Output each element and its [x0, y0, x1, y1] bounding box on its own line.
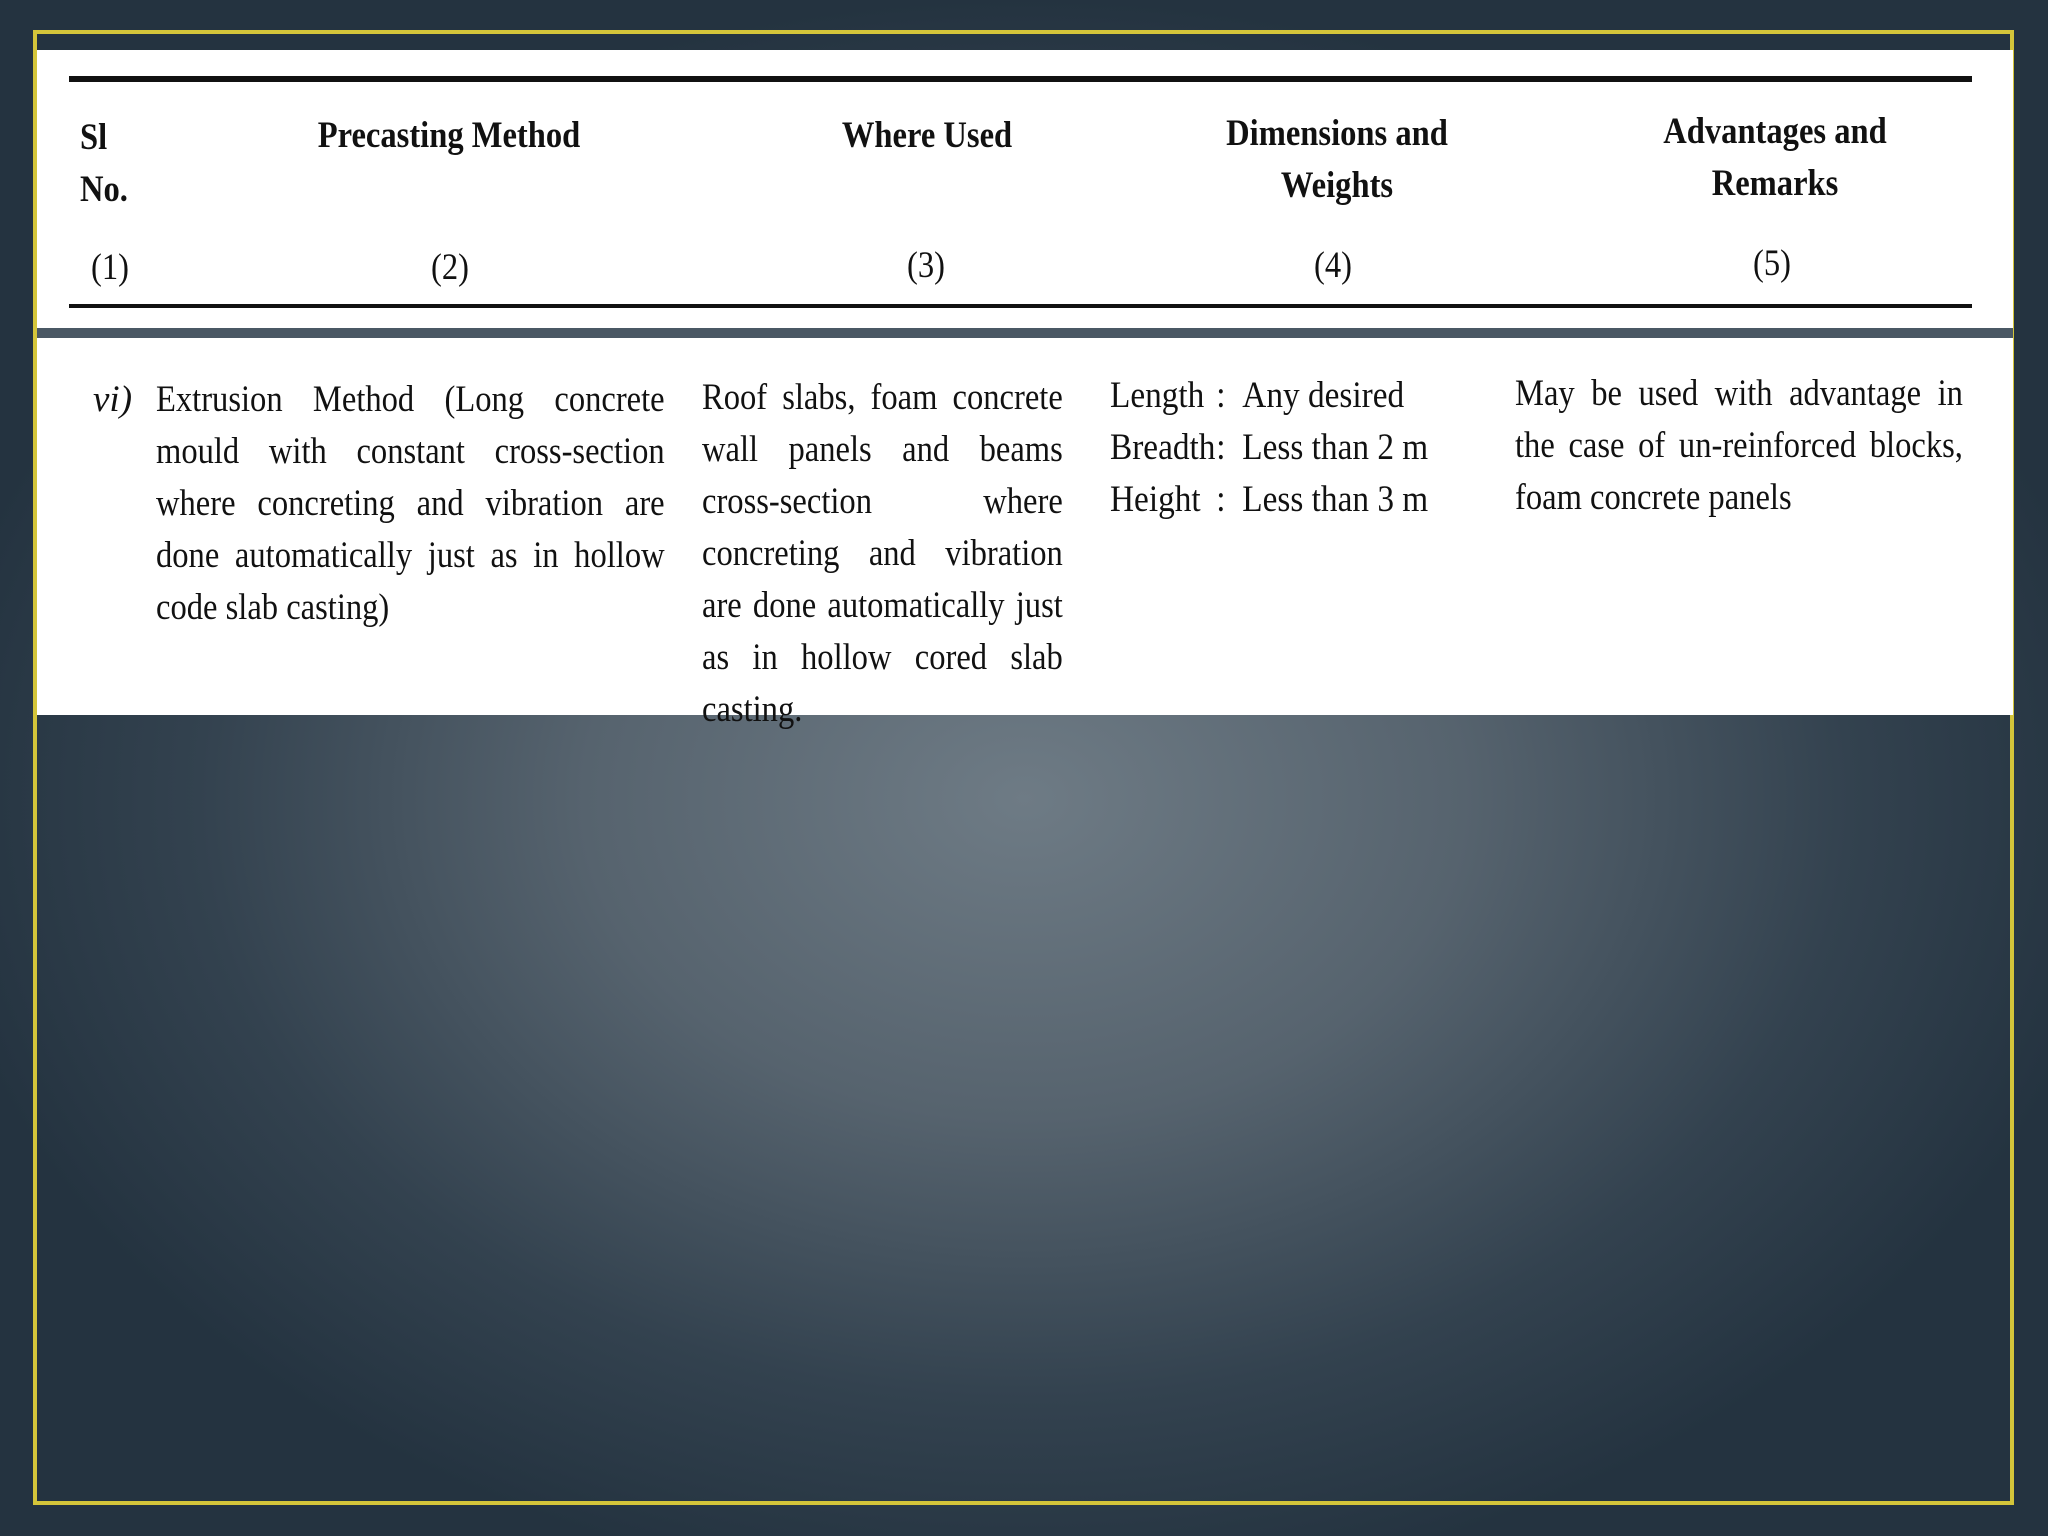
header-where-used	[725, 110, 1130, 162]
column-number-2: (2)	[431, 247, 469, 288]
header-bottom-rule	[69, 304, 1972, 308]
header-top-rule	[69, 76, 1972, 82]
precasting-table	[37, 50, 2013, 730]
header-dimensions-line2: Weights	[1280, 165, 1394, 206]
row-sl-no: vi)	[93, 379, 133, 420]
header-separator	[37, 328, 2013, 338]
header-sl-no	[80, 112, 159, 216]
dimension-length	[1110, 370, 1488, 422]
column-number-3: (3)	[907, 245, 945, 286]
dimension-colon: :	[1216, 375, 1226, 416]
dimension-value: Less than 3 m	[1242, 479, 1429, 520]
dimension-breadth	[1110, 422, 1488, 474]
dimension-colon: :	[1216, 427, 1226, 468]
dimension-label: Height	[1110, 479, 1201, 520]
dimension-label: Breadth	[1110, 427, 1216, 468]
dimension-label: Length	[1110, 375, 1205, 416]
dimension-colon: :	[1216, 479, 1226, 520]
column-number-4: (4)	[1314, 245, 1352, 286]
header-advantages	[1564, 106, 1986, 210]
row-where-used: Roof slabs, foam concrete wall panels and beams cross-section where concreting and vibration are done automatically just as in hollow cored slab casting.	[702, 377, 1063, 730]
row-precasting-method: Extrusion Method (Long concrete mould with constant cross-section where concreting and vibration are done automatically just as in hollow code slab casting)	[156, 379, 665, 628]
header-dimensions	[1135, 108, 1540, 212]
column-number-1: (1)	[91, 247, 129, 288]
header-precasting-method	[247, 110, 652, 162]
header-dimensions-line1: Dimensions and	[1226, 113, 1448, 154]
header-advantages-line2: Remarks	[1711, 163, 1839, 204]
dimension-value: Any desired	[1242, 375, 1405, 416]
row-advantages: May be used with advantage in the case of un-reinforced blocks, foam concrete panels	[1515, 373, 1963, 518]
header-sl-no-line2: No.	[80, 169, 128, 210]
header-precasting-method-text: Precasting Method	[317, 115, 581, 156]
header-where-used-text: Where Used	[841, 115, 1013, 156]
table-header	[37, 50, 2013, 328]
dimension-height	[1110, 474, 1488, 526]
header-sl-no-line1: Sl	[80, 117, 108, 158]
dimension-value: Less than 2 m	[1242, 427, 1429, 468]
header-advantages-line1: Advantages and	[1663, 111, 1887, 152]
column-number-5: (5)	[1753, 243, 1791, 284]
